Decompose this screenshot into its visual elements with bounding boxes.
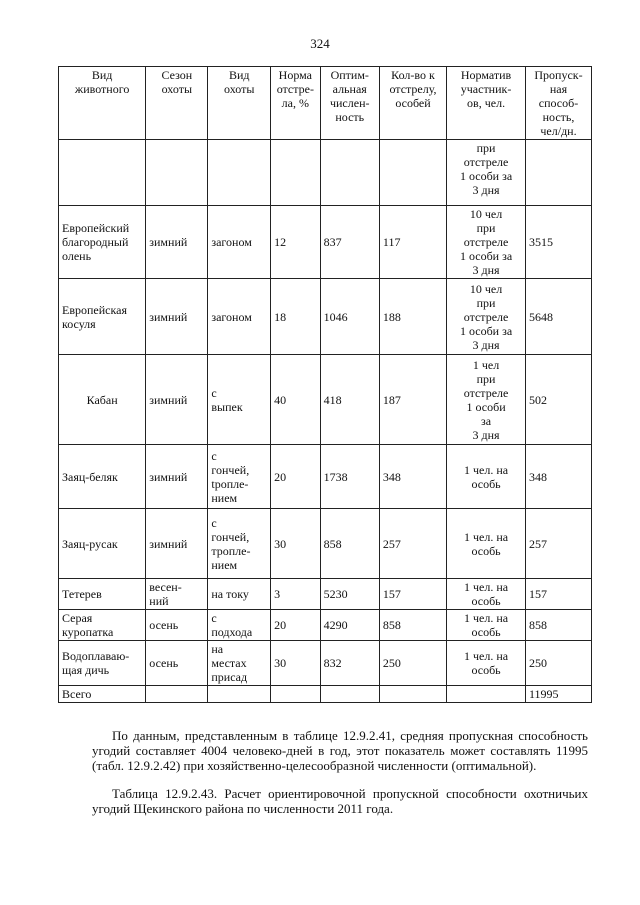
table-row (59, 509, 592, 579)
table-row (59, 579, 592, 610)
header-hunting-season: Сезон охоты (146, 67, 208, 140)
cell-hunting-season: зимний (146, 509, 208, 579)
cell-participant-norm: 1 чел. на особь (447, 610, 526, 641)
cell-harvest-count: 188 (379, 279, 446, 355)
page-number: 324 (310, 36, 330, 51)
cell-participant-norm: 1 чел. на особь (447, 641, 526, 686)
cell-harvest-rate: 30 (271, 509, 321, 579)
cell-harvest-count: 187 (379, 355, 446, 445)
cell-optimal-population: 418 (320, 355, 379, 445)
table-header-row (59, 67, 592, 140)
table-row (59, 445, 592, 509)
cell-animal-species: Европейская косуля (59, 279, 146, 355)
cell-harvest-rate (271, 686, 321, 703)
header-participant-norm: Норматив участник- ов, чел. (447, 67, 526, 140)
header-capacity: Пропуск- ная способ- ность, чел/дн. (526, 67, 592, 140)
cell-harvest-rate: 30 (271, 641, 321, 686)
cell-hunting-type (208, 140, 271, 206)
header-optimal-population: Оптим- альная числен- ность (320, 67, 379, 140)
table-row (59, 355, 592, 445)
cell-optimal-population: 858 (320, 509, 379, 579)
cell-harvest-rate: 40 (271, 355, 321, 445)
cell-hunting-season: весен- ний (146, 579, 208, 610)
table-row (59, 610, 592, 641)
cell-animal-species: Всего (59, 686, 146, 703)
cell-capacity: 858 (526, 610, 592, 641)
cell-participant-norm: 10 чел при отстреле 1 особи за 3 дня (447, 279, 526, 355)
cell-harvest-rate: 3 (271, 579, 321, 610)
header-harvest-count: Кол-во к отстрелу, особей (379, 67, 446, 140)
table-caption-text: Таблица 12.9.2.43. Расчет ориентировочной пропускной способности охотничьих угодий Щекинского района по численности 2011 года. (92, 786, 588, 816)
cell-hunting-type: загоном (208, 279, 271, 355)
cell-harvest-count (379, 140, 446, 206)
cell-animal-species: Заяц-беляк (59, 445, 146, 509)
cell-capacity: 502 (526, 355, 592, 445)
table-caption (92, 786, 588, 816)
cell-capacity (526, 140, 592, 206)
cell-optimal-population: 4290 (320, 610, 379, 641)
cell-capacity: 250 (526, 641, 592, 686)
cell-animal-species: Кабан (59, 355, 146, 445)
cell-animal-species: Водоплаваю- щая дичь (59, 641, 146, 686)
summary-text: По данным, представленным в таблице 12.9.2.41, средняя пропускная способность угодий составляет 4004 человеко-дней в год, этот показатель может составлять 11995 (табл. 12.9.2.42) при хозяйственно-целесообразной численности (оптимальной). (92, 728, 588, 773)
cell-harvest-count: 257 (379, 509, 446, 579)
cell-hunting-type: на местах присад (208, 641, 271, 686)
cell-hunting-season: осень (146, 610, 208, 641)
table-row (59, 686, 592, 703)
cell-optimal-population: 1046 (320, 279, 379, 355)
cell-hunting-type: загоном (208, 206, 271, 279)
header-animal-species: Вид животного (59, 67, 146, 140)
cell-hunting-type: с подхода (208, 610, 271, 641)
cell-hunting-season: зимний (146, 279, 208, 355)
cell-animal-species: Тетерев (59, 579, 146, 610)
cell-hunting-type: с выпек (208, 355, 271, 445)
cell-participant-norm: 1 чел при отстреле 1 особи за 3 дня (447, 355, 526, 445)
summary-paragraph (92, 728, 588, 773)
cell-hunting-type: на току (208, 579, 271, 610)
cell-capacity: 348 (526, 445, 592, 509)
cell-hunting-season: осень (146, 641, 208, 686)
cell-participant-norm: 1 чел. на особь (447, 445, 526, 509)
cell-hunting-type: с гончей, tропле- нием (208, 445, 271, 509)
cell-optimal-population: 5230 (320, 579, 379, 610)
cell-capacity: 257 (526, 509, 592, 579)
cell-animal-species: Заяц-русак (59, 509, 146, 579)
cell-capacity: 157 (526, 579, 592, 610)
cell-harvest-rate (271, 140, 321, 206)
table-row (59, 641, 592, 686)
table-row (59, 206, 592, 279)
cell-hunting-type (208, 686, 271, 703)
cell-harvest-rate: 18 (271, 279, 321, 355)
cell-capacity: 11995 (526, 686, 592, 703)
cell-optimal-population: 1738 (320, 445, 379, 509)
cell-participant-norm (447, 686, 526, 703)
cell-hunting-season: зимний (146, 355, 208, 445)
cell-animal-species: Серая куропатка (59, 610, 146, 641)
cell-harvest-count: 117 (379, 206, 446, 279)
cell-harvest-count: 250 (379, 641, 446, 686)
cell-hunting-season: зимний (146, 206, 208, 279)
cell-participant-norm: 10 чел при отстреле 1 особи за 3 дня (447, 206, 526, 279)
cell-animal-species (59, 140, 146, 206)
cell-harvest-rate: 20 (271, 610, 321, 641)
cell-harvest-count: 858 (379, 610, 446, 641)
cell-harvest-rate: 20 (271, 445, 321, 509)
cell-participant-norm: 1 чел. на особь (447, 509, 526, 579)
cell-capacity: 5648 (526, 279, 592, 355)
cell-hunting-season (146, 140, 208, 206)
cell-participant-norm: 1 чел. на особь (447, 579, 526, 610)
cell-harvest-count: 157 (379, 579, 446, 610)
table-row (59, 140, 592, 206)
cell-harvest-count: 348 (379, 445, 446, 509)
cell-animal-species: Европейский благородный олень (59, 206, 146, 279)
hunting-capacity-table (58, 66, 592, 703)
cell-hunting-season (146, 686, 208, 703)
cell-optimal-population (320, 140, 379, 206)
cell-harvest-count (379, 686, 446, 703)
cell-optimal-population: 837 (320, 206, 379, 279)
cell-hunting-type: с гончей, тропле- нием (208, 509, 271, 579)
cell-participant-norm: при отстреле 1 особи за 3 дня (447, 140, 526, 206)
cell-hunting-season: зимний (146, 445, 208, 509)
header-harvest-rate: Норма отстре- ла, % (271, 67, 321, 140)
table-row (59, 279, 592, 355)
cell-optimal-population (320, 686, 379, 703)
cell-optimal-population: 832 (320, 641, 379, 686)
header-hunting-type: Вид охоты (208, 67, 271, 140)
cell-capacity: 3515 (526, 206, 592, 279)
cell-harvest-rate: 12 (271, 206, 321, 279)
table-body (59, 140, 592, 703)
